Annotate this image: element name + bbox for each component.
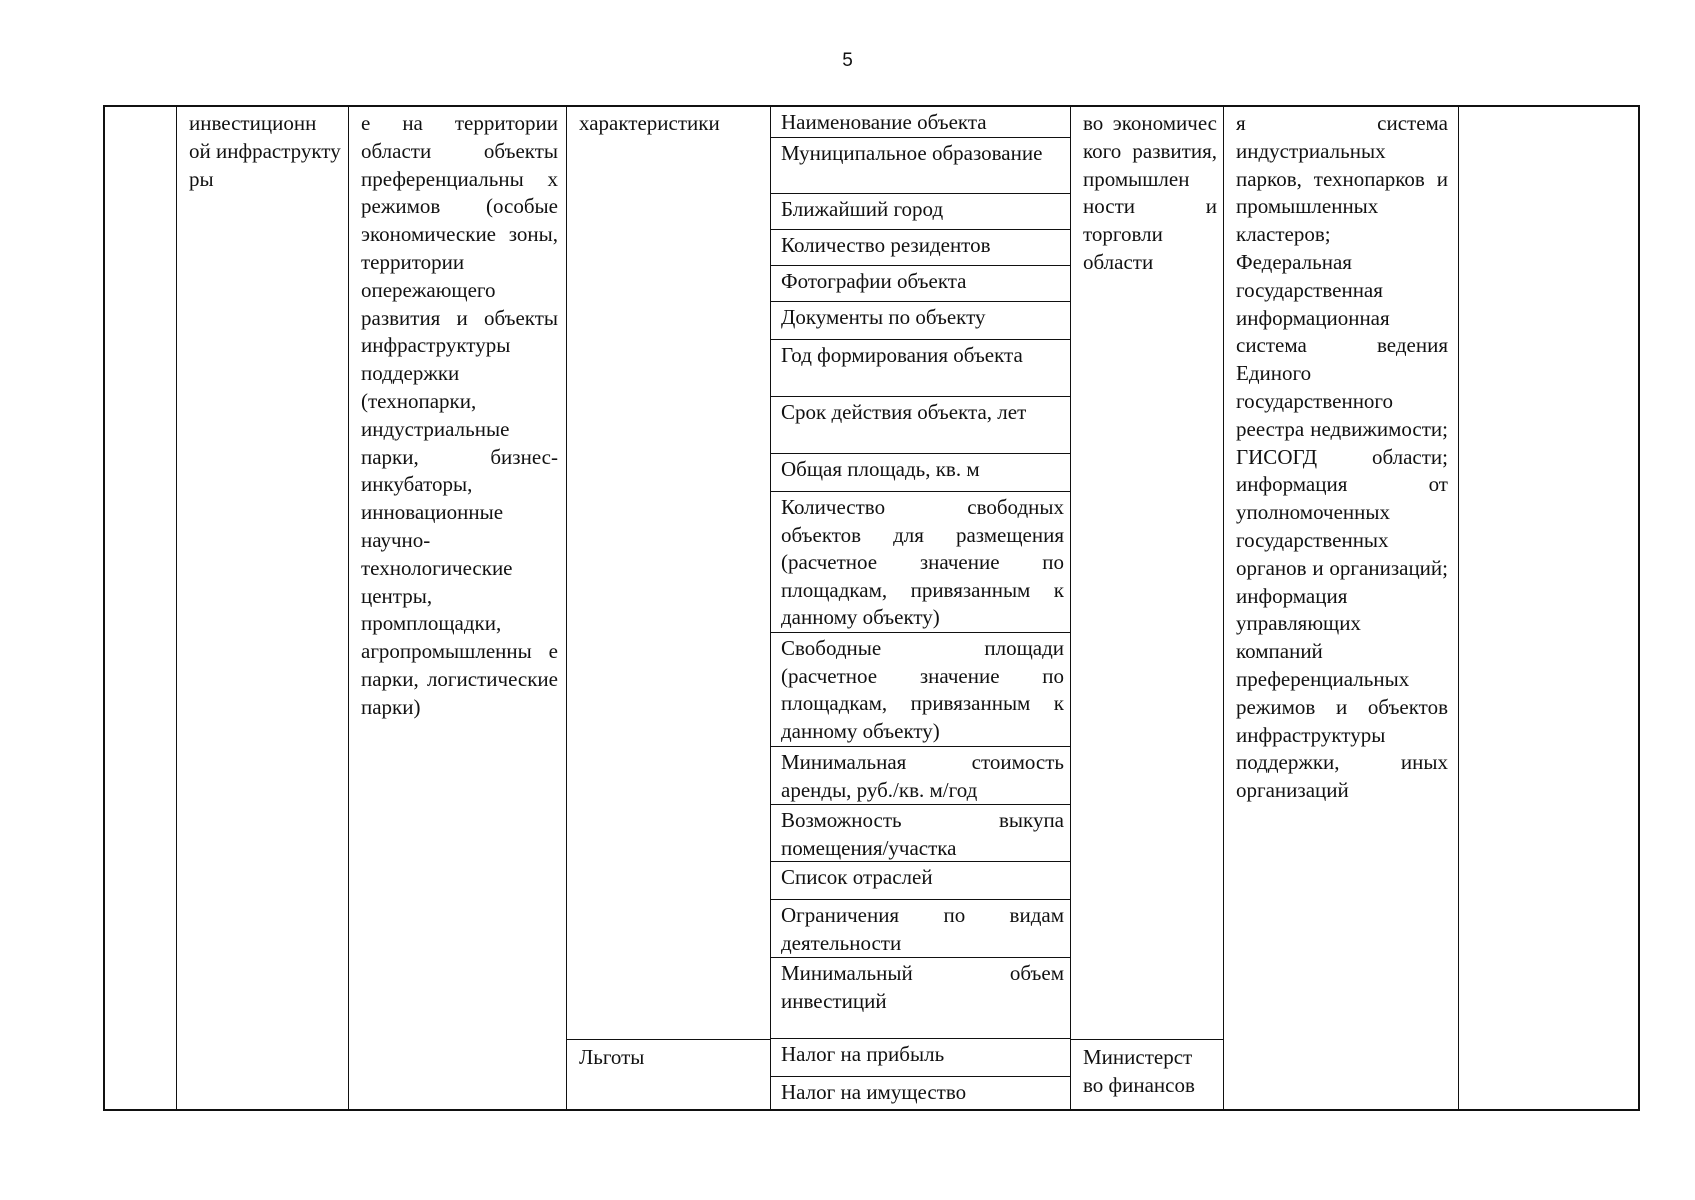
- benefit-row: Налог на имущество: [781, 1080, 967, 1104]
- column-index: [105, 107, 177, 1109]
- index-cell: [105, 107, 176, 110]
- notes-cell: [1459, 107, 1638, 110]
- responsible-bottom: Министерст во финансов: [1083, 1045, 1195, 1097]
- attribute-row: Минимальный объем инвестиций: [771, 958, 1070, 1039]
- column-notes: [1459, 107, 1638, 1109]
- group-divider: [567, 1039, 770, 1040]
- sources-cell: я система индустриальных парков, технопарков и промышленных кластеров; Федеральная государственная информационная система ведения Единого государственного реестра недвижимости; ГИСОГД области; информация от уполномоченных государственных органов и организаций; информация управляющих компаний преференциальных режимов и объектов инфраструктуры поддержки, иных организаций: [1236, 111, 1448, 803]
- attribute-row: Общая площадь, кв. м: [771, 454, 1070, 492]
- column-group: [567, 107, 771, 1109]
- group-benefits: Льготы: [579, 1045, 645, 1069]
- attribute-row: Количество резидентов: [771, 230, 1070, 266]
- attribute-row: Количество свободных объектов для размещения (расчетное значение по площадкам, привязанным к данному объекту): [771, 492, 1070, 633]
- attribute-list: [771, 107, 1070, 1109]
- column-sources: [1224, 107, 1459, 1109]
- attribute-row: Год формирования объекта: [771, 340, 1070, 397]
- attribute-row: Наименование объекта: [771, 107, 1070, 138]
- responsible-top: во экономичес кого развития, промышлен ности и торговли области: [1083, 111, 1217, 274]
- column-attributes: [771, 107, 1071, 1109]
- attribute-row: Документы по объекту: [771, 302, 1070, 340]
- description-cell: е на территории области объекты преференциальны х режимов (особые экономические зоны, территории опережающего развития и объекты инфраструктуры поддержки (технопарки, индустриальные парки, бизнес- инкубаторы, инновационные научно- технологические центры, промплощадки, агропромышленны е парки, логистические парки): [361, 111, 558, 719]
- column-responsible: [1071, 107, 1224, 1109]
- column-description: [349, 107, 567, 1109]
- attribute-row: Возможность выкупа помещения/участка: [771, 805, 1070, 862]
- attribute-row: Ограничения по видам деятельности: [771, 900, 1070, 958]
- column-category: [177, 107, 349, 1109]
- document-table: [103, 105, 1640, 1111]
- group-characteristics: характеристики: [579, 111, 720, 135]
- attribute-row: Срок действия объекта, лет: [771, 397, 1070, 454]
- attribute-row: Минимальная стоимость аренды, руб./кв. м/год: [771, 747, 1070, 805]
- attribute-row: Ближайший город: [771, 194, 1070, 230]
- page-number: 5: [842, 50, 853, 71]
- attribute-row: Список отраслей: [771, 862, 1070, 900]
- attribute-row: Фотографии объекта: [771, 266, 1070, 302]
- responsible-divider: [1071, 1039, 1223, 1040]
- attribute-row: Свободные площади (расчетное значение по площадкам, привязанным к данному объекту): [771, 633, 1070, 747]
- category-cell: инвестиционн ой инфраструкту ры: [189, 111, 341, 191]
- benefit-row: Налог на прибыль: [771, 1039, 1070, 1077]
- attribute-row: Муниципальное образование: [771, 138, 1070, 194]
